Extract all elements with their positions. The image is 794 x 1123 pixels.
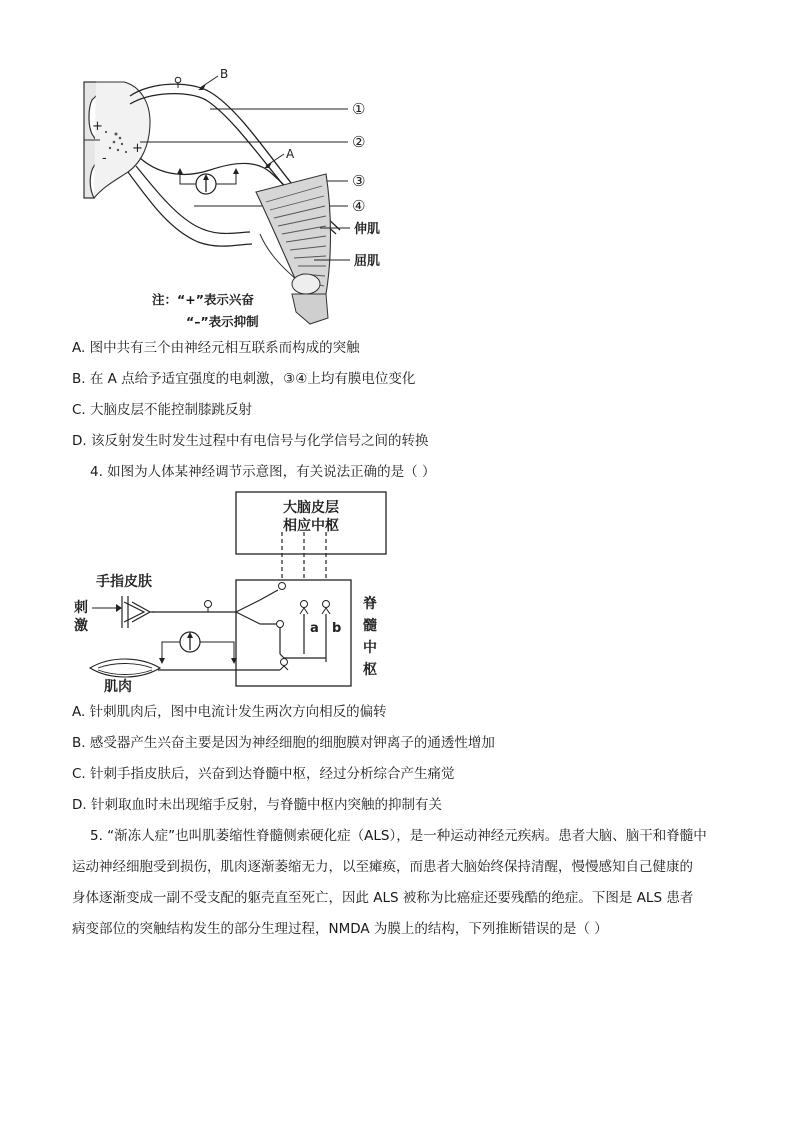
label-a-synapse: a (310, 621, 319, 636)
label-stimulus-2: 激 (74, 618, 88, 634)
excite-sign: + (92, 119, 103, 134)
label-extensor: 伸肌 (354, 222, 381, 237)
label-b: B (220, 67, 229, 81)
label-stimulus-1: 刺 (74, 600, 88, 616)
q5-line-1: 5. “渐冻人症”也叫肌萎缩性脊髓侧索硬化症（ALS），是一种运动神经元疾病。患者大脑、脑干和脊髓中 (90, 828, 707, 844)
leg-muscles (256, 174, 331, 324)
spinal-label-4: 枢 (363, 662, 377, 678)
label-muscle: 肌肉 (104, 679, 132, 695)
label-finger-skin: 手指皮肤 (96, 574, 152, 590)
q4-option-c: C. 针刺手指皮肤后，兴奋到达脊髓中枢，经过分析综合产生痛觉 (72, 766, 455, 782)
spinal-label-1: 脊 (363, 596, 377, 612)
q5-question (72, 821, 724, 945)
q3-option-c: C. 大脑皮层不能控制膝跳反射 (72, 402, 253, 418)
cortex-label-1: 大脑皮层 (283, 500, 339, 516)
q4-stem: 4. 如图为人体某神经调节示意图，有关说法正确的是（ ） (90, 464, 436, 480)
receptor-icon (122, 596, 154, 628)
q5-line-2: 运动神经细胞受到损伤，肌肉逐渐萎缩无力，以至瘫痪，而患者大脑始终保持清醒，慢慢感知自己健康的 (72, 859, 693, 875)
spinal-label-2: 髓 (363, 618, 377, 634)
q4-option-d: D. 针刺取血时未出现缩手反射，与脊髓中枢内突触的抑制有关 (72, 797, 442, 813)
q5-line-3: 身体逐渐变成一副不受支配的躯壳直至死亡，因此 ALS 被称为比癌症还要残酷的绝症。下图是 ALS 患者 (72, 890, 694, 906)
q4-option-a: A. 针刺肌肉后，图中电流计发生两次方向相反的偏转 (72, 704, 387, 720)
q3-option-a: A. 图中共有三个由神经元相互联系而构成的突触 (72, 340, 360, 356)
q3-option-d: D. 该反射发生时发生过程中有电信号与化学信号之间的转换 (72, 433, 429, 449)
figure-note-line2: “–”表示抑制 (186, 314, 259, 329)
neural-regulation-diagram (70, 490, 390, 695)
cortex-label-2: 相应中枢 (283, 518, 339, 534)
label-flexor: 屈肌 (354, 254, 381, 269)
label-circled-4: ④ (352, 197, 366, 215)
label-a: A (286, 147, 295, 161)
label-circled-3: ③ (352, 172, 366, 190)
excite-sign: + (132, 141, 143, 156)
label-circled-2: ② (352, 133, 366, 151)
label-b-synapse: b (332, 621, 342, 636)
q4-option-b: B. 感受器产生兴奋主要是因为神经细胞的细胞膜对钾离子的通透性增加 (72, 735, 495, 751)
q5-line-4: 病变部位的突触结构发生的部分生理过程，NMDA 为膜上的结构，下列推断错误的是（ ） (72, 921, 608, 937)
label-circled-1: ① (352, 100, 366, 118)
inhibit-sign: - (102, 151, 107, 166)
spinal-label-3: 中 (363, 640, 377, 656)
figure-note-line1: 注：“+”表示兴奋 (152, 292, 254, 307)
muscle-icon (90, 659, 160, 677)
q3-option-b: B. 在 A 点给予适宜强度的电刺激，③④上均有膜电位变化 (72, 371, 416, 387)
